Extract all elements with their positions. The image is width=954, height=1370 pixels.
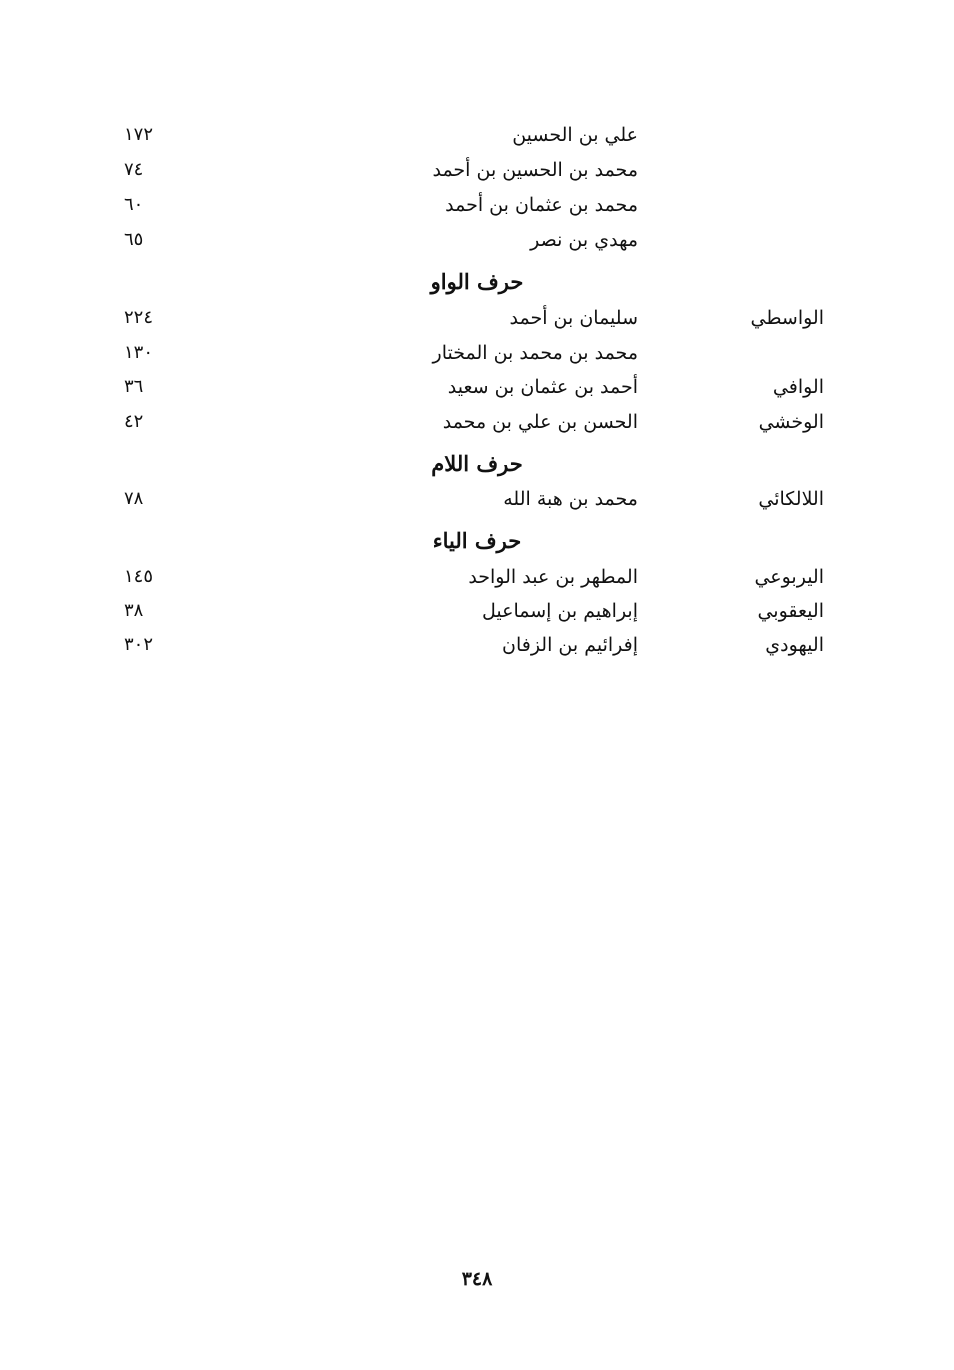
section-heading	[0, 264, 954, 300]
index-entry	[0, 370, 954, 404]
entry-nisba: اليربوعي	[754, 566, 824, 588]
entry-nisba: اليعقوبي	[757, 600, 824, 622]
entry-name: سليمان بن أحمد	[509, 307, 638, 329]
index-entry	[0, 405, 954, 439]
entry-name: محمد بن الحسين بن أحمد	[432, 159, 638, 181]
entry-nisba: الوافي	[772, 376, 824, 398]
index-entry	[0, 223, 954, 257]
entry-name: مهدي بن نصر	[530, 229, 638, 251]
index-entry	[0, 188, 954, 222]
index-entry	[0, 153, 954, 187]
index-entry	[0, 560, 954, 594]
entry-page-number: ٤٢	[124, 411, 144, 432]
entry-name: إبراهيم بن إسماعيل	[482, 600, 638, 622]
entry-name: محمد بن محمد بن المختار	[432, 342, 638, 364]
entry-page-number: ٣٦	[124, 376, 144, 397]
entry-nisba: اللالكائي	[758, 488, 824, 510]
entry-name: الحسن بن علي بن محمد	[442, 411, 638, 433]
index-entry	[0, 118, 954, 152]
entry-page-number: ٧٤	[124, 159, 144, 180]
entry-page-number: ٣٨	[124, 600, 144, 621]
entry-page-number: ١٤٥	[124, 566, 154, 587]
page-number: ٣٤٨	[461, 1268, 493, 1290]
index-entry	[0, 594, 954, 628]
entry-nisba: اليهودي	[765, 634, 824, 656]
entry-name: المطهر بن عبد الواحد	[468, 566, 638, 588]
section-heading-text: حرف الواو	[430, 269, 524, 294]
entry-name: علي بن الحسين	[512, 124, 638, 146]
section-heading	[0, 446, 954, 482]
section-heading-text: حرف اللام	[431, 451, 523, 476]
index-entry	[0, 301, 954, 335]
entry-name: محمد بن عثمان بن أحمد	[445, 194, 638, 216]
entry-page-number: ٧٨	[124, 488, 144, 509]
entry-page-number: ١٣٠	[124, 342, 154, 363]
entry-page-number: ٦٠	[124, 194, 144, 215]
entry-name: أحمد بن عثمان بن سعيد	[447, 376, 638, 398]
entry-nisba: الواسطي	[750, 307, 824, 329]
section-heading	[0, 523, 954, 559]
section-heading-text: حرف الياء	[432, 528, 522, 553]
index-entry	[0, 628, 954, 662]
entry-nisba: الوخشي	[758, 411, 824, 433]
entry-name: إفرائيم بن الزفان	[502, 634, 638, 656]
entry-page-number: ٦٥	[124, 229, 144, 250]
entry-name: محمد بن هبة الله	[503, 488, 638, 510]
entry-page-number: ٣٠٢	[124, 634, 154, 655]
index-entry	[0, 336, 954, 370]
entry-page-number: ٢٢٤	[124, 307, 154, 328]
index-entry	[0, 482, 954, 516]
entry-page-number: ١٧٢	[124, 124, 154, 145]
